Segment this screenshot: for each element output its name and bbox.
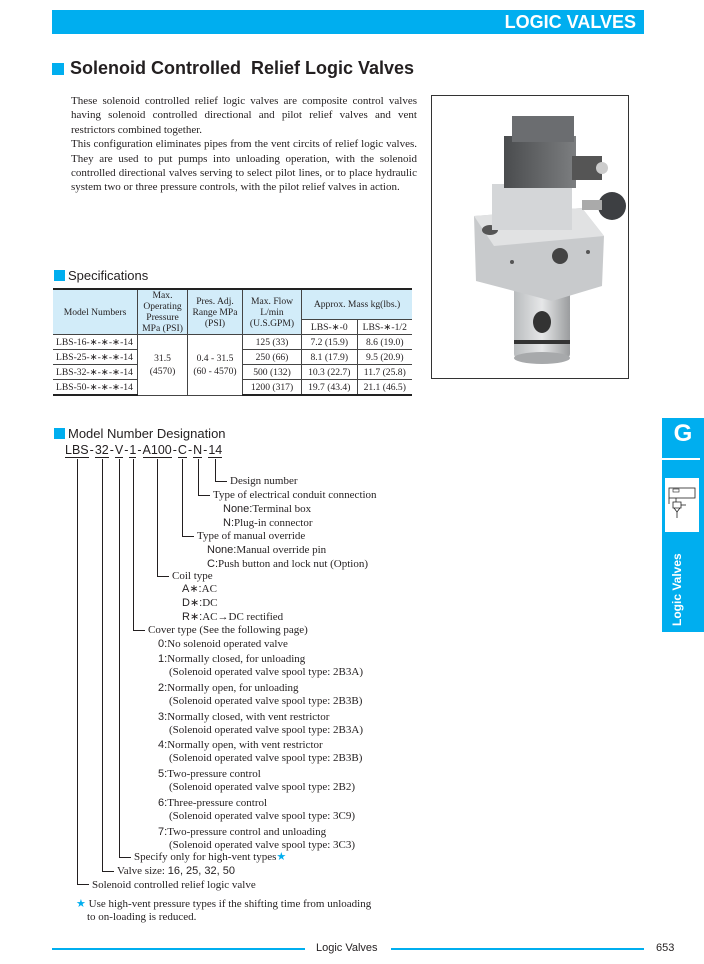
cover-option-sub: (Solenoid operated valve spool type: 3C9) — [169, 810, 356, 822]
max-pressure-psi: (4570) — [149, 365, 176, 377]
option-text: Normally closed, with vent restrictor — [167, 711, 330, 723]
code-separator: - — [124, 443, 129, 457]
intro-paragraph-2: This configuration eliminates pipes from the vent circits of relief logic valves. They are used to put pumps into unloading operation, with the solenoid controlled directional valves serving to select pilot lines, or to place hydraulic system two or three pressure controls, with the pilot relief valves in action. — [71, 138, 417, 194]
option-key: C: — [207, 558, 218, 570]
option-text: AC — [201, 583, 217, 595]
option-text: Normally closed, for unloading — [167, 653, 306, 665]
code-segment-high-vent: V — [114, 443, 124, 457]
section-title: LOGIC VALVES — [504, 12, 636, 32]
adj-range-value: 0.4 - 31.5 — [196, 352, 234, 364]
code-segment-override: C — [177, 443, 187, 457]
option-text: Two-pressure control and unloading — [167, 826, 327, 838]
tree-line — [133, 630, 145, 631]
title-bullet-icon — [52, 63, 64, 75]
tree-line — [215, 481, 227, 482]
option-text: No solenoid operated valve — [167, 638, 288, 650]
code-segment-cover: 1 — [129, 443, 137, 457]
col-header-mass: Approx. Mass kg(lbs.) — [302, 289, 413, 320]
option-key: R∗: — [182, 611, 203, 623]
base-label: Solenoid controlled relief logic valve — [92, 879, 256, 891]
col-header-model: Model Numbers — [53, 289, 138, 335]
col-header-mass-12: LBS-∗-1/2 — [357, 320, 412, 335]
tree-line — [77, 459, 78, 884]
tree-line — [102, 871, 114, 872]
star-icon: ★ — [276, 851, 287, 863]
cover-option-sub: (Solenoid operated valve spool type: 3C3) — [169, 839, 356, 851]
cell-flow: 125 (33) — [243, 335, 302, 350]
cover-option — [158, 826, 326, 839]
option-key: 5: — [158, 768, 168, 780]
code-separator: - — [89, 443, 94, 457]
tree-line — [182, 459, 183, 536]
footnote-line-1: Use high-vent pressure types if the shifting time from unloading — [88, 898, 372, 910]
cell-mass-12: 9.5 (20.9) — [357, 350, 412, 365]
section-header-bar — [52, 10, 644, 34]
option-key: 3: — [158, 711, 168, 723]
cover-option — [158, 739, 323, 752]
cover-option — [158, 682, 299, 695]
tree-line — [215, 459, 216, 481]
code-segment-conduit: N — [193, 443, 203, 457]
section-bullet-icon — [54, 270, 65, 281]
cell-flow: 250 (66) — [243, 350, 302, 365]
page-title — [52, 58, 414, 79]
cell-mass-12: 21.1 (46.5) — [357, 380, 412, 396]
design-number-label: Design number — [230, 475, 298, 487]
cell-adj-range — [188, 335, 243, 396]
tree-line — [198, 495, 210, 496]
cover-option — [158, 711, 329, 724]
cover-option — [158, 768, 261, 781]
coil-option-r — [182, 611, 283, 624]
footer-rule-left — [52, 948, 305, 950]
option-text: Two-pressure control — [167, 768, 261, 780]
option-key: 2: — [158, 682, 168, 694]
code-separator: - — [137, 443, 142, 457]
model-designation-heading-text: Model Number Designation — [68, 426, 226, 441]
option-text: Three-pressure control — [167, 797, 268, 809]
option-text: Manual override pin — [236, 544, 327, 556]
cover-option — [158, 653, 305, 666]
option-text: Plug-in connector — [234, 517, 313, 529]
code-separator: - — [172, 443, 177, 457]
cell-model: LBS-16-∗-∗-∗-14 — [53, 335, 138, 350]
cell-flow: 500 (132) — [243, 365, 302, 380]
page-number: 653 — [656, 942, 675, 954]
cell-mass-0: 10.3 (22.7) — [302, 365, 358, 380]
option-key: 0: — [158, 638, 168, 650]
option-key: 1: — [158, 653, 168, 665]
cell-model: LBS-25-∗-∗-∗-14 — [53, 350, 138, 365]
option-key: None: — [223, 503, 253, 515]
tree-line — [157, 576, 169, 577]
tree-line — [119, 857, 131, 858]
cell-mass-12: 8.6 (19.0) — [357, 335, 412, 350]
intro-paragraph-1: These solenoid controlled relief logic valves are composite control valves having solenoid controlled directional and pilot relief valves and vent restrictors combined together. — [71, 95, 417, 136]
tree-line — [198, 459, 199, 495]
cell-model: LBS-32-∗-∗-∗-14 — [53, 365, 138, 380]
cell-mass-0: 19.7 (43.4) — [302, 380, 358, 396]
code-segment-coil: A100 — [142, 443, 172, 457]
conduit-option-none — [223, 503, 311, 516]
option-key: N: — [223, 517, 234, 529]
code-separator: - — [109, 443, 114, 457]
cover-option-sub: (Solenoid operated valve spool type: 2B3B) — [169, 695, 363, 707]
col-header-mass-0: LBS-∗-0 — [302, 320, 358, 335]
cell-flow: 1200 (317) — [243, 380, 302, 396]
tree-line — [77, 884, 89, 885]
cover-option-sub: (Solenoid operated valve spool type: 2B3A) — [169, 724, 363, 736]
specifications-heading — [54, 268, 148, 283]
conduit-label: Type of electrical conduit connection — [213, 489, 377, 501]
code-segment-size: 32 — [94, 443, 109, 457]
intro-text — [71, 94, 417, 195]
footnote-line-2: to on-loading is reduced. — [87, 910, 197, 923]
cell-model: LBS-50-∗-∗-∗-14 — [53, 380, 138, 396]
cell-mass-0: 8.1 (17.9) — [302, 350, 358, 365]
valve-size-values: 16, 25, 32, 50 — [167, 865, 235, 877]
option-key: D∗: — [182, 597, 203, 609]
option-key: 7: — [158, 826, 168, 838]
star-icon: ★ — [76, 898, 86, 910]
cover-option — [158, 797, 267, 810]
chapter-letter: G — [673, 420, 693, 447]
tree-line — [133, 459, 134, 630]
tab-divider — [662, 458, 700, 460]
cell-mass-0: 7.2 (15.9) — [302, 335, 358, 350]
cover-label: Cover type (See the following page) — [148, 624, 308, 636]
option-text: Push button and lock nut (Option) — [218, 558, 369, 570]
col-header-max-flow: Max. Flow L/min (U.S.GPM) — [243, 289, 302, 335]
option-text: Terminal box — [252, 503, 312, 515]
tree-line — [157, 459, 158, 576]
option-key: 6: — [158, 797, 168, 809]
logic-valve-symbol-icon — [665, 478, 699, 532]
valve-photo-illustration — [432, 96, 628, 378]
cell-max-pressure — [138, 335, 188, 396]
option-text: Normally open, for unloading — [167, 682, 299, 694]
chapter-side-tab[interactable] — [662, 418, 704, 632]
specifications-table — [53, 288, 412, 396]
option-text: Normally open, with vent restrictor — [167, 739, 323, 751]
override-option-none — [207, 544, 326, 557]
coil-label: Coil type — [172, 570, 213, 582]
model-code — [65, 443, 222, 458]
tree-line — [182, 536, 194, 537]
cover-option — [158, 638, 288, 651]
table-row — [53, 335, 412, 350]
conduit-option-n — [223, 517, 313, 530]
max-pressure-value: 31.5 — [154, 352, 171, 364]
model-designation-heading — [54, 426, 226, 441]
col-header-adj-range: Pres. Adj. Range MPa (PSI) — [188, 289, 243, 335]
option-key: None: — [207, 544, 237, 556]
high-vent-label — [134, 851, 286, 864]
footnote — [76, 898, 371, 923]
product-photo — [431, 95, 629, 379]
coil-option-d — [182, 597, 218, 610]
valve-size-label — [117, 865, 235, 878]
chapter-tab-label: Logic Valves — [670, 553, 684, 626]
tree-line — [119, 459, 120, 857]
code-separator: - — [203, 443, 208, 457]
option-text: AC→DC rectified — [202, 611, 284, 623]
code-separator: - — [187, 443, 193, 457]
adj-range-psi: (60 - 4570) — [193, 365, 237, 377]
footer-label: Logic Valves — [316, 942, 378, 954]
code-segment-design: 14 — [208, 443, 223, 457]
option-key: A∗: — [182, 583, 202, 595]
specifications-heading-text: Specifications — [68, 268, 149, 283]
high-vent-text: Specify only for high-vent types — [134, 851, 277, 863]
override-label: Type of manual override — [197, 530, 306, 542]
tree-line — [102, 459, 103, 871]
page-title-text: Solenoid Controlled Relief Logic Valves — [70, 58, 415, 78]
option-key: 4: — [158, 739, 168, 751]
cell-mass-12: 11.7 (25.8) — [357, 365, 412, 380]
valve-size-label-text: Valve size: — [117, 865, 165, 877]
footer-rule-right — [391, 948, 644, 950]
option-text: DC — [202, 597, 218, 609]
section-bullet-icon — [54, 428, 65, 439]
cover-option-sub: (Solenoid operated valve spool type: 2B2) — [169, 781, 356, 793]
cover-option-sub: (Solenoid operated valve spool type: 2B3B) — [169, 752, 363, 764]
cover-option-sub: (Solenoid operated valve spool type: 2B3A) — [169, 666, 363, 678]
override-option-c — [207, 558, 368, 571]
coil-option-a — [182, 583, 217, 596]
code-segment-series: LBS — [65, 443, 89, 457]
col-header-max-pressure: Max. Operating Pressure MPa (PSI) — [138, 289, 188, 335]
